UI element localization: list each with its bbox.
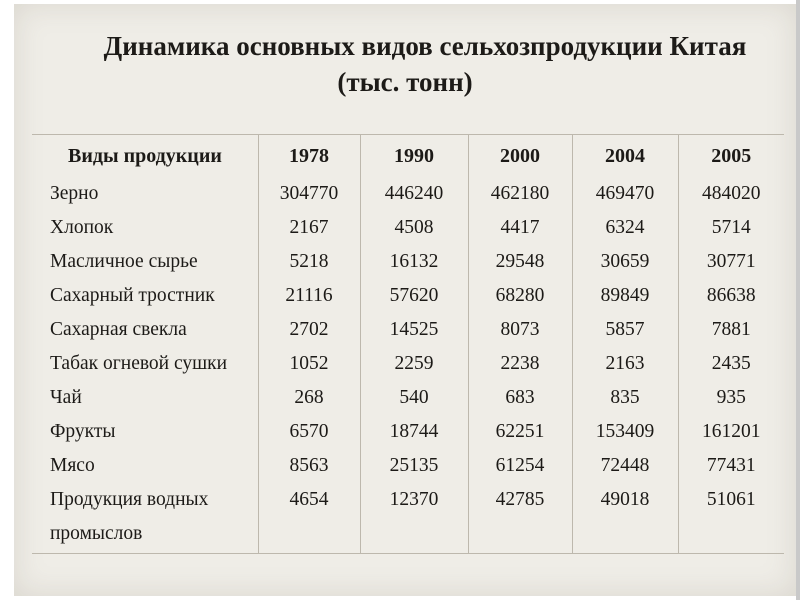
cell-value: 25135 — [360, 449, 468, 483]
cell-value: 51061 — [678, 483, 784, 554]
row-label: Сахарная свекла — [50, 319, 187, 340]
table-row — [32, 449, 784, 483]
cell-value: 2435 — [678, 347, 784, 381]
cell-value: 6570 — [258, 415, 360, 449]
cell-value: 2259 — [360, 347, 468, 381]
row-label: Зерно — [50, 183, 99, 204]
cell-value: 2163 — [572, 347, 678, 381]
cell-value: 57620 — [360, 279, 468, 313]
cell-value: 42785 — [468, 483, 572, 554]
header-row — [32, 135, 784, 178]
cell-value: 469470 — [572, 177, 678, 211]
cell-value: 30659 — [572, 245, 678, 279]
cell-value: 16132 — [360, 245, 468, 279]
cell-value: 49018 — [572, 483, 678, 554]
cell-value: 8073 — [468, 313, 572, 347]
table-row — [32, 381, 784, 415]
table-row — [32, 245, 784, 279]
cell-value: 2238 — [468, 347, 572, 381]
cell-value: 835 — [572, 381, 678, 415]
cell-value: 1052 — [258, 347, 360, 381]
row-label: Продукция водных промыслов — [32, 483, 258, 554]
cell-value: 5857 — [572, 313, 678, 347]
header-year-2004: 2004 — [572, 135, 678, 178]
cell-value: 29548 — [468, 245, 572, 279]
cell-value: 6324 — [572, 211, 678, 245]
cell-value: 446240 — [360, 177, 468, 211]
cell-value: 683 — [468, 381, 572, 415]
cell-value: 2702 — [258, 313, 360, 347]
row-label: Чай — [50, 387, 82, 408]
cell-value: 2167 — [258, 211, 360, 245]
row-label: Масличное сырье — [50, 251, 198, 272]
cell-value: 68280 — [468, 279, 572, 313]
cell-value: 8563 — [258, 449, 360, 483]
cell-value: 268 — [258, 381, 360, 415]
cell-value: 62251 — [468, 415, 572, 449]
cell-value: 77431 — [678, 449, 784, 483]
cell-value: 7881 — [678, 313, 784, 347]
table-row — [32, 211, 784, 245]
row-label: Сахарный тростник — [50, 285, 215, 306]
header-year-2005: 2005 — [678, 135, 784, 178]
cell-value: 484020 — [678, 177, 784, 211]
scanned-page — [14, 4, 796, 596]
cell-value: 935 — [678, 381, 784, 415]
cell-value: 18744 — [360, 415, 468, 449]
cell-value: 462180 — [468, 177, 572, 211]
title-line-1: Динамика основных видов сельхозпродукции Китая — [103, 31, 747, 61]
cell-value: 153409 — [572, 415, 678, 449]
cell-value: 30771 — [678, 245, 784, 279]
cell-value: 4508 — [360, 211, 468, 245]
cell-value: 14525 — [360, 313, 468, 347]
cell-value: 12370 — [360, 483, 468, 554]
cell-value: 21116 — [258, 279, 360, 313]
table-row — [32, 347, 784, 381]
title-units: (тыс. тонн) — [337, 67, 473, 97]
production-table — [32, 134, 784, 554]
header-year-2000: 2000 — [468, 135, 572, 178]
cell-value: 89849 — [572, 279, 678, 313]
table-title — [14, 28, 796, 100]
cell-value: 61254 — [468, 449, 572, 483]
cell-value: 4417 — [468, 211, 572, 245]
table-row — [32, 313, 784, 347]
header-year-1990: 1990 — [360, 135, 468, 178]
cell-value: 161201 — [678, 415, 784, 449]
table-row — [32, 483, 784, 554]
header-year-1978: 1978 — [258, 135, 360, 178]
row-label: Фрукты — [50, 421, 116, 442]
cell-value: 304770 — [258, 177, 360, 211]
header-product-type: Виды продукции — [32, 135, 258, 178]
table-row — [32, 279, 784, 313]
row-label: Мясо — [50, 455, 95, 476]
cell-value: 5218 — [258, 245, 360, 279]
table-row — [32, 415, 784, 449]
cell-value: 5714 — [678, 211, 784, 245]
cell-value: 4654 — [258, 483, 360, 554]
row-label: Хлопок — [50, 217, 114, 238]
cell-value: 86638 — [678, 279, 784, 313]
table-row — [32, 177, 784, 211]
cell-value: 540 — [360, 381, 468, 415]
row-label: Табак огневой сушки — [50, 353, 228, 374]
cell-value: 72448 — [572, 449, 678, 483]
